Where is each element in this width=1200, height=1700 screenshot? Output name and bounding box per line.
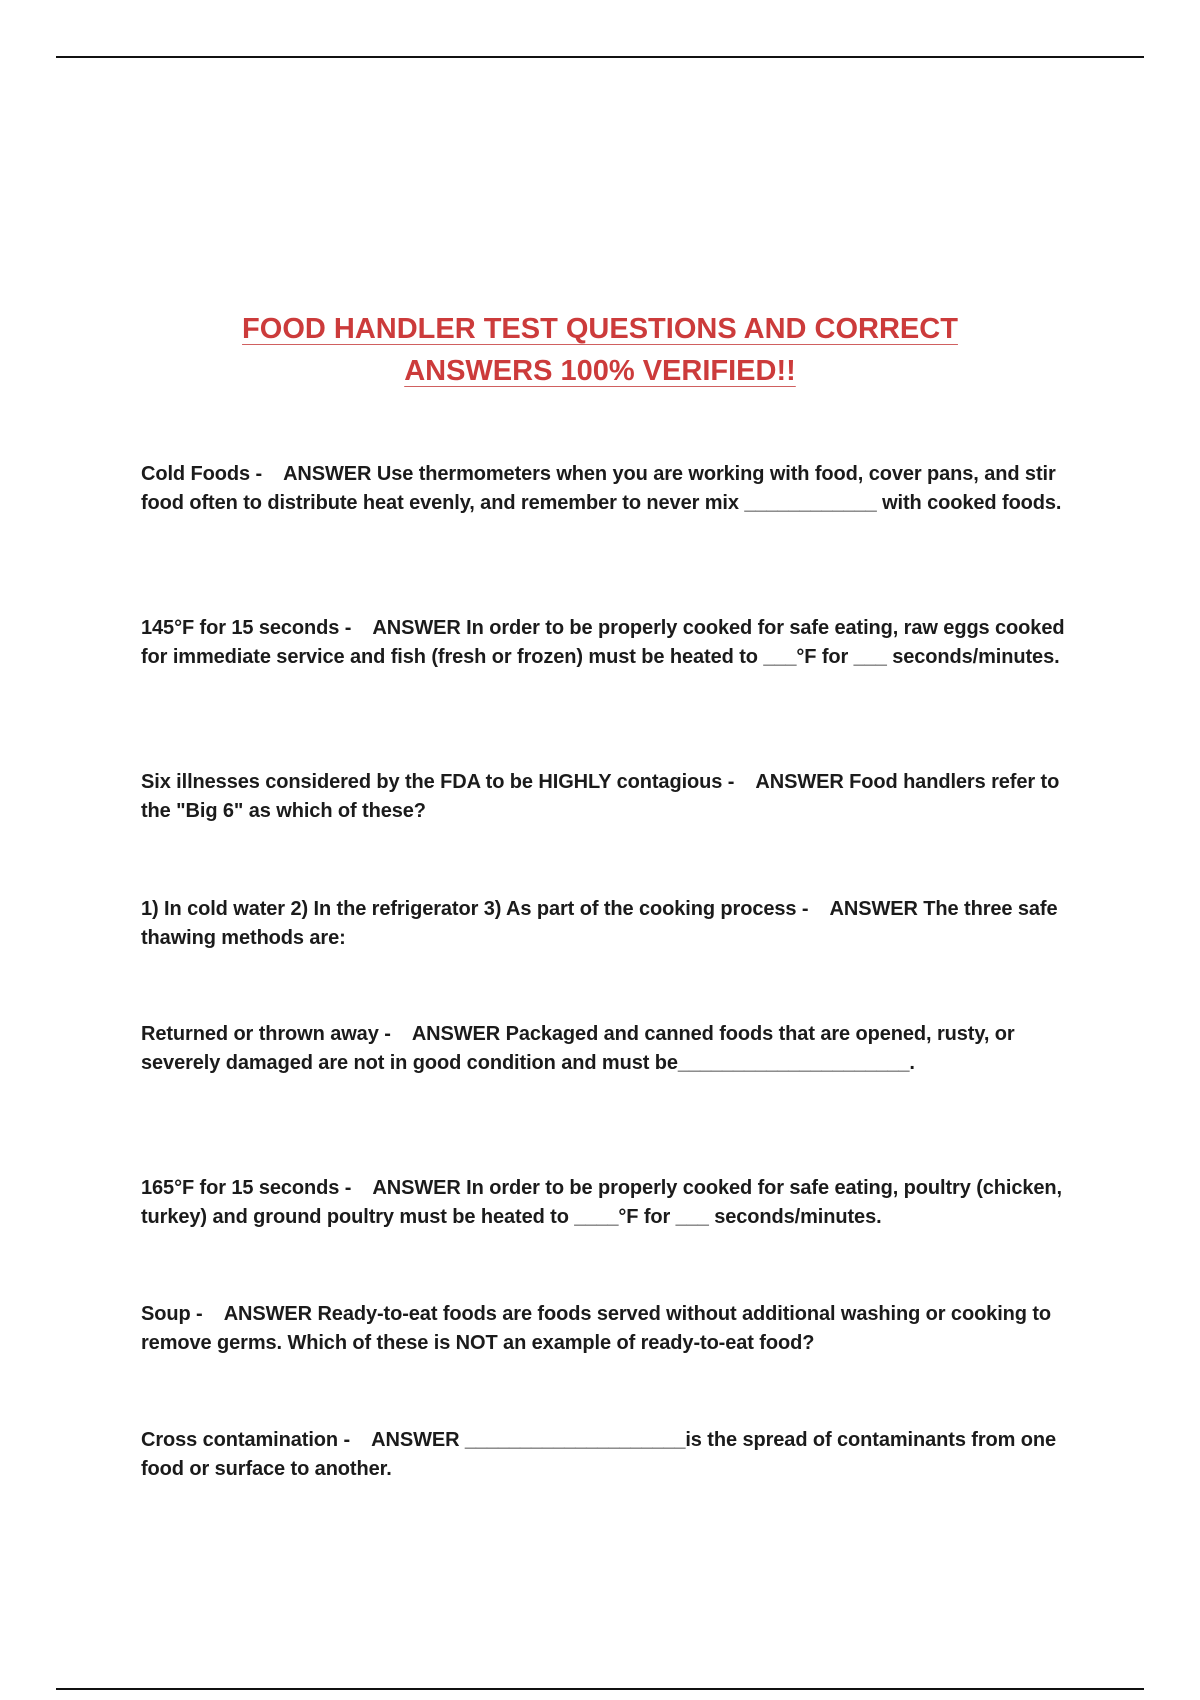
qa-term: 145°F for 15 seconds [141, 617, 340, 639]
qa-term: Six illnesses considered by the FDA to be HIGHLY contagious [141, 771, 723, 793]
bottom-rule [56, 1688, 1144, 1690]
qa-text: In order to be properly cooked for safe eating, poultry (chicken, turkey) and ground poultry must be heated to ____°F for ___ seconds/minutes. [141, 1177, 1063, 1228]
qa-item [141, 614, 1071, 672]
qa-term: 165°F for 15 seconds [141, 1177, 340, 1199]
qa-term: Returned or thrown away [141, 1023, 379, 1045]
qa-answer-label: ANSWER [371, 1429, 460, 1451]
qa-separator: - [190, 1303, 224, 1325]
qa-answer-label: ANSWER [829, 898, 918, 920]
qa-text: Food handlers refer to the "Big 6" as which of these? [141, 771, 1060, 822]
qa-item [141, 460, 1071, 518]
qa-item [141, 1174, 1071, 1232]
qa-text: Use thermometers when you are working with food, cover pans, and stir food often to distribute heat evenly, and remember to never mix ____________ with cooked foods. [141, 463, 1062, 514]
qa-answer-label: ANSWER [755, 771, 844, 793]
document-title [100, 308, 1100, 392]
qa-separator: - [796, 898, 830, 920]
qa-text: Packaged and canned foods that are opened, rusty, or severely damaged are not in good condition and must be_____________________. [141, 1023, 1015, 1074]
qa-item [141, 768, 1071, 826]
title-line-2: ANSWERS 100% VERIFIED!! [404, 355, 796, 387]
qa-separator: - [339, 617, 373, 639]
qa-answer-label: ANSWER [372, 617, 461, 639]
qa-text: In order to be properly cooked for safe eating, raw eggs cooked for immediate service and fish (fresh or frozen) must be heated to ___°F for ___ seconds/minutes. [141, 617, 1065, 668]
qa-item [141, 1426, 1071, 1484]
qa-answer-label: ANSWER [411, 1023, 501, 1045]
qa-term: Cross contamination [141, 1429, 339, 1451]
title-line-1: FOOD HANDLER TEST QUESTIONS AND CORRECT [242, 313, 958, 345]
qa-separator: - [249, 463, 284, 485]
qa-separator: - [378, 1023, 412, 1045]
qa-text: Ready-to-eat foods are foods served without additional washing or cooking to remove germs. Which of these is NOT an example of ready-to-eat food? [141, 1303, 1052, 1354]
qa-answer-label: ANSWER [283, 463, 372, 485]
qa-text: ____________________is the spread of contaminants from one food or surface to another. [141, 1429, 1057, 1480]
qa-separator: - [338, 1429, 372, 1451]
qa-separator: - [722, 771, 756, 793]
qa-answer-label: ANSWER [372, 1177, 461, 1199]
qa-separator: - [339, 1177, 373, 1199]
qa-term: Cold Foods [141, 463, 250, 485]
qa-text: The three safe thawing methods are: [141, 898, 1058, 949]
qa-item [141, 1300, 1071, 1358]
qa-item [141, 1020, 1071, 1078]
qa-term: Soup [141, 1303, 191, 1325]
qa-item [141, 895, 1071, 953]
qa-answer-label: ANSWER [223, 1303, 312, 1325]
qa-term: 1) In cold water 2) In the refrigerator 3) As part of the cooking process [141, 898, 797, 920]
top-rule [56, 56, 1144, 58]
